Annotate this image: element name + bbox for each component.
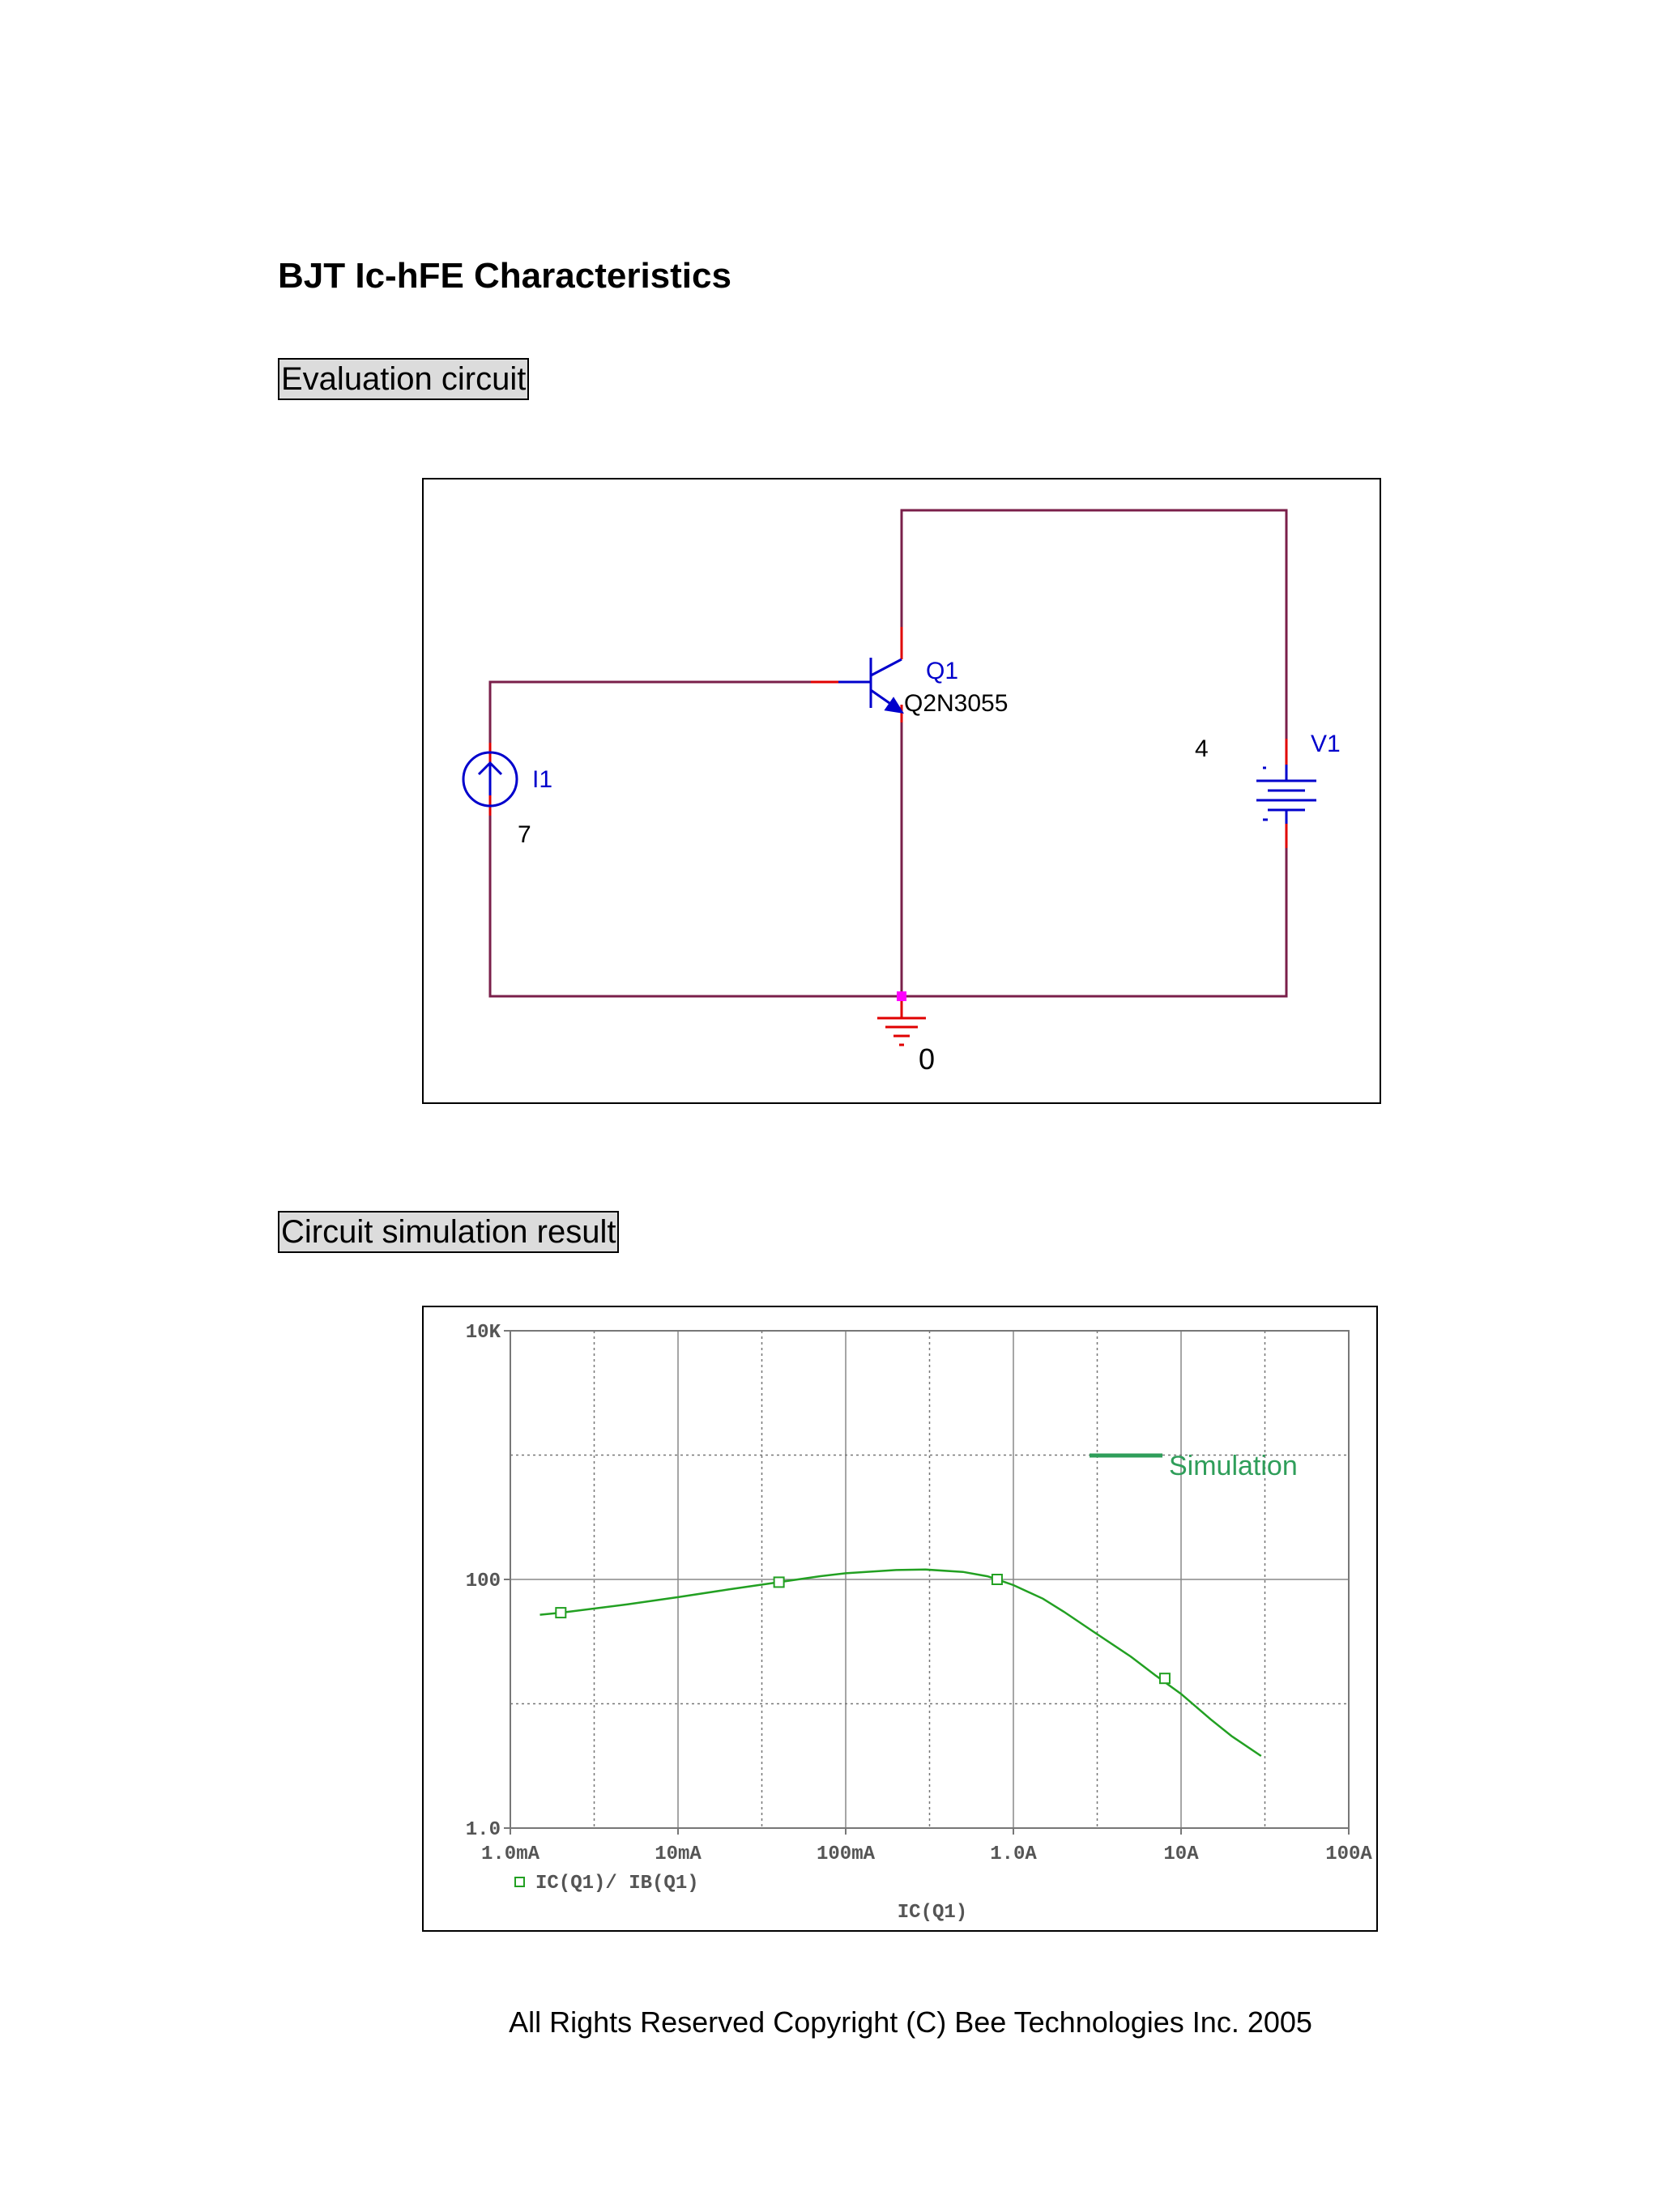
trace-marker-icon bbox=[515, 1877, 524, 1886]
transistor-model-label: Q2N3055 bbox=[904, 690, 1009, 717]
series-marker bbox=[556, 1608, 565, 1617]
y-tick-label: 10K bbox=[465, 1322, 501, 1344]
wire-bottom-rail bbox=[490, 812, 1286, 996]
circuit-wires bbox=[490, 510, 1286, 996]
wire-i1-to-base bbox=[490, 682, 811, 743]
chart-series bbox=[540, 1570, 1261, 1756]
section-label-circuit-simulation-result: Circuit simulation result bbox=[278, 1211, 619, 1253]
transistor-ref-label: Q1 bbox=[926, 658, 959, 684]
x-tick-label: 100mA bbox=[816, 1843, 876, 1865]
chart-tick-labels bbox=[466, 1322, 1373, 1865]
voltage-source-ref-label: V1 bbox=[1311, 731, 1341, 757]
simulation-chart-figure bbox=[422, 1306, 1378, 1932]
x-axis-label: IC(Q1) bbox=[897, 1902, 968, 1924]
legend-label: Simulation bbox=[1169, 1451, 1298, 1481]
y-tick-label: 100 bbox=[465, 1571, 501, 1592]
x-tick-label: 10A bbox=[1163, 1843, 1199, 1865]
junction-dot bbox=[897, 991, 906, 1001]
series-marker bbox=[774, 1577, 784, 1587]
y-tick-label: 1.0 bbox=[465, 1819, 501, 1841]
circuit-schematic bbox=[424, 479, 1383, 1106]
circuit-pins bbox=[490, 627, 1286, 1018]
x-tick-label: 1.0mA bbox=[480, 1843, 540, 1865]
trace-label-text: IC(Q1)/ IB(Q1) bbox=[535, 1873, 699, 1894]
x-tick-label: 100A bbox=[1325, 1843, 1372, 1865]
x-tick-label: 10mA bbox=[655, 1843, 702, 1865]
series-line-hfe bbox=[540, 1570, 1261, 1756]
series-marker bbox=[1160, 1673, 1170, 1683]
chart-legend bbox=[1090, 1451, 1298, 1481]
section-label-evaluation-circuit: Evaluation circuit bbox=[278, 358, 529, 400]
copyright-notice: All Rights Reserved Copyright (C) Bee Technologies Inc. 2005 bbox=[509, 2005, 1312, 2039]
battery-icon bbox=[1256, 765, 1316, 824]
x-tick-label: 1.0A bbox=[990, 1843, 1037, 1865]
chart-grid bbox=[510, 1331, 1349, 1828]
npn-transistor-icon bbox=[838, 658, 902, 712]
node-label-voltage-source: 4 bbox=[1195, 735, 1209, 762]
trace-label bbox=[515, 1873, 699, 1894]
series-marker bbox=[992, 1575, 1002, 1584]
ground-node-label: 0 bbox=[919, 1042, 936, 1076]
node-label-current-source: 7 bbox=[518, 821, 531, 848]
ground-icon bbox=[877, 1018, 926, 1045]
hfe-chart bbox=[424, 1307, 1380, 1933]
page-title: BJT Ic-hFE Characteristics bbox=[278, 256, 731, 296]
current-source-ref-label: I1 bbox=[532, 766, 553, 793]
evaluation-circuit-figure bbox=[422, 478, 1381, 1104]
